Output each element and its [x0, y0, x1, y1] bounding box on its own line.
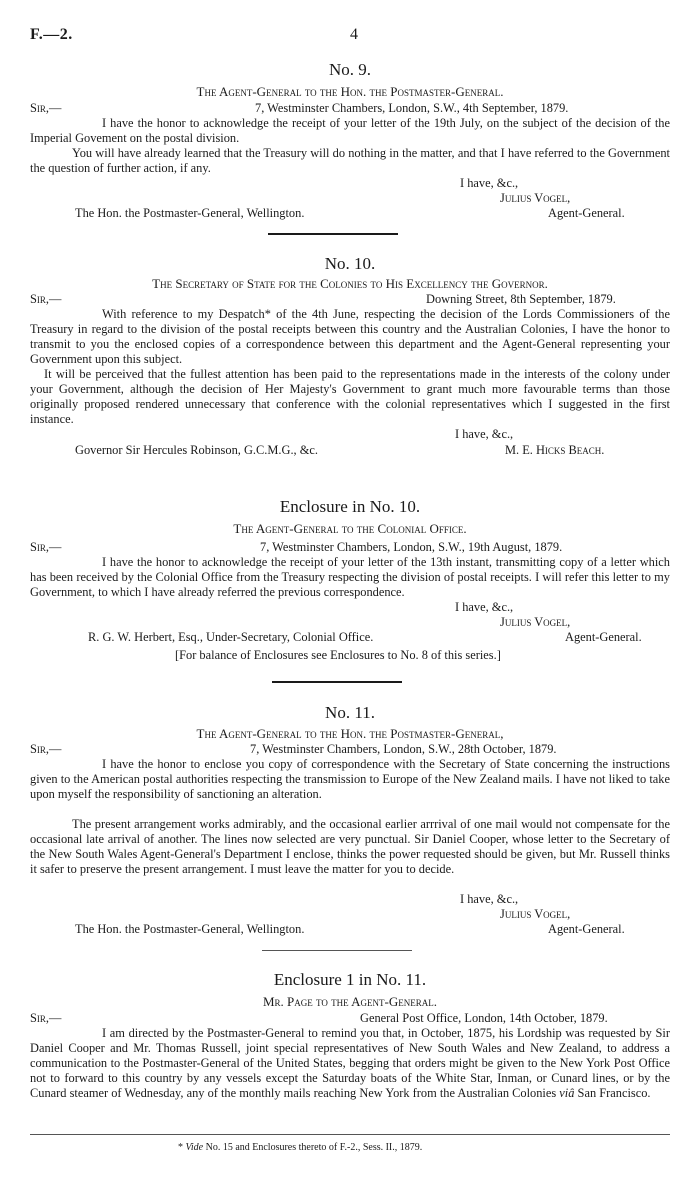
section-heading-10: The Secretary of State for the Colonies to His Excellency the Governor.: [152, 276, 548, 291]
paragraph-9-2: You will have already learned that the Treasury will do nothing in the matter, and that I have referred to the Government the question of further action, if any.: [30, 146, 670, 175]
salutation-e10: Sir,—: [30, 540, 62, 554]
footnote-text: No. 15 and Enclosures thereto of F.-2., Sess. II., 1879.: [205, 1142, 423, 1153]
enclosure-title-11: Enclosure 1 in No. 11.: [273, 970, 427, 989]
address-line-11: 7, Westminster Chambers, London, S.W., 28th October, 1879.: [250, 742, 557, 756]
footnote-vide: Vide: [185, 1142, 204, 1153]
section-divider: [262, 950, 412, 951]
paragraph-e11-1: [30, 1026, 670, 1101]
addressee-10: Governor Sir Hercules Robinson, G.C.M.G., &c.: [75, 443, 318, 457]
section-number-9: No. 9.: [328, 60, 372, 79]
signer-title-e10: Agent-General.: [565, 630, 642, 644]
section-heading-9: The Agent-General to the Hon. the Postmaster-General.: [196, 84, 504, 99]
address-line-e11: General Post Office, London, 14th October, 1879.: [360, 1011, 608, 1025]
section-divider: [272, 681, 402, 683]
enclosure-heading-11: Mr. Page to the Agent-General.: [263, 994, 437, 1009]
salutation-e11: Sir,—: [30, 1011, 62, 1025]
enclosure-heading-10: The Agent-General to the Colonial Office.: [233, 521, 467, 536]
addressee-9: The Hon. the Postmaster-General, Wellington.: [75, 206, 305, 220]
closing-e10: I have, &c.,: [455, 600, 514, 614]
closing-11: I have, &c.,: [460, 892, 519, 906]
paragraph-10-1: With reference to my Despatch* of the 4th June, respecting the decision of the Lords Commissioners of the Treasury in regard to the division of the postal receipts between this country and the Australian Colonies, I have the honor to transmit to you the enclosed copies of a correspondence between this department and the Agent-General representing your Government upon this subject.: [30, 307, 670, 366]
section-heading-11: The Agent-General to the Hon. the Postmaster-General,: [196, 726, 504, 741]
document-code: F.—2.: [30, 26, 73, 43]
section-number-11: No. 11.: [325, 703, 375, 722]
editorial-note: [For balance of Enclosures see Enclosures to No. 8 of this series.]: [175, 648, 501, 662]
paragraph-11-2: The present arrangement works admirably, and the occasional earlier arrrival of one mail would not compensate for the occasional late arrival of another. The lines now selected are very punctual. Sir Daniel Cooper, whose letter to the Secretary of the New South Wales Agent-General's Department I enclose, thinks the power requested should be given, but Mr. Russell thinks it safer to preserve the present arrangement. I must leave the matter for you to decide.: [30, 817, 670, 876]
section-number-10: No. 10.: [324, 254, 376, 273]
signature-9: Julius Vogel,: [500, 191, 571, 205]
address-line-10: Downing Street, 8th September, 1879.: [426, 292, 616, 306]
addressee-11: The Hon. the Postmaster-General, Wellington.: [75, 922, 305, 936]
signature-e10: Julius Vogel,: [500, 615, 571, 629]
paragraph-10-2: It will be perceived that the fullest attention has been paid to the representations made in the interests of the colony under your Government, although the decision of Her Majesty's Government to grant much more favourable terms than those originally proposed rendered unnecessary that conference with the colonial representatives which I suggested in the first instance.: [30, 367, 670, 426]
paragraph-e11-1-end: San Francisco.: [577, 1086, 651, 1100]
closing-9: I have, &c.,: [460, 176, 519, 190]
signer-title-9: Agent-General.: [548, 206, 625, 220]
closing-10: I have, &c.,: [455, 427, 514, 441]
signer-title-11: Agent-General.: [548, 922, 625, 936]
salutation-10: Sir,—: [30, 292, 62, 306]
paragraph-e10-1: I have the honor to acknowledge the receipt of your letter of the 13th instant, transmitting copy of a letter which has been received by the Colonial Office from the Treasury respecting the division of postal receipts. I will refer this letter to my Government, to which I have already referred the previous correspondence.: [30, 555, 670, 599]
section-divider: [268, 233, 398, 235]
via-term: viâ: [559, 1086, 575, 1100]
signature-10: M. E. Hicks Beach.: [505, 443, 605, 457]
signature-11: Julius Vogel,: [500, 907, 571, 921]
page-number: 4: [350, 26, 358, 43]
paragraph-e11-1-text: I am directed by the Postmaster-General to remind you that, in October, 1875, his Lordship was requested by Sir Daniel Cooper and Mr. Thomas Russell, joint special representatives of New South Wales and New Zealand, to address a communication to the Postmaster-General of the United States, begging that orders might be given to the New York Post Office not to forward to this country by any vessels except the Saturday boats of the White Star, Inman, or Cunard lines, or by the Cunard steamer of Wednesday, any of the monthly mails reaching New York from the Australian Colonies: [30, 1026, 670, 1100]
addressee-e10: R. G. W. Herbert, Esq., Under-Secretary, Colonial Office.: [88, 630, 374, 644]
footnote: [178, 1140, 422, 1155]
footnote-rule: [30, 1134, 670, 1135]
paragraph-9-1: I have the honor to acknowledge the receipt of your letter of the 19th July, on the subject of the decision of the Imperial Govement on the postal division.: [30, 116, 670, 145]
salutation-9: Sir,—: [30, 101, 62, 115]
enclosure-title-10: Enclosure in No. 10.: [279, 497, 421, 516]
salutation-11: Sir,—: [30, 742, 62, 756]
paragraph-11-1: I have the honor to enclose you copy of correspondence with the Secretary of State concerning the instructions given to the American postal authorities respecting the transmission to Europe of the New Zealand mails. I have not liked to take upon myself the responsibility of sanctioning an alteration.: [30, 757, 670, 801]
address-line-e10: 7, Westminster Chambers, London, S.W., 19th August, 1879.: [260, 540, 563, 554]
footnote-star: *: [178, 1142, 183, 1153]
address-line-9: 7, Westminster Chambers, London, S.W., 4th September, 1879.: [255, 101, 569, 115]
